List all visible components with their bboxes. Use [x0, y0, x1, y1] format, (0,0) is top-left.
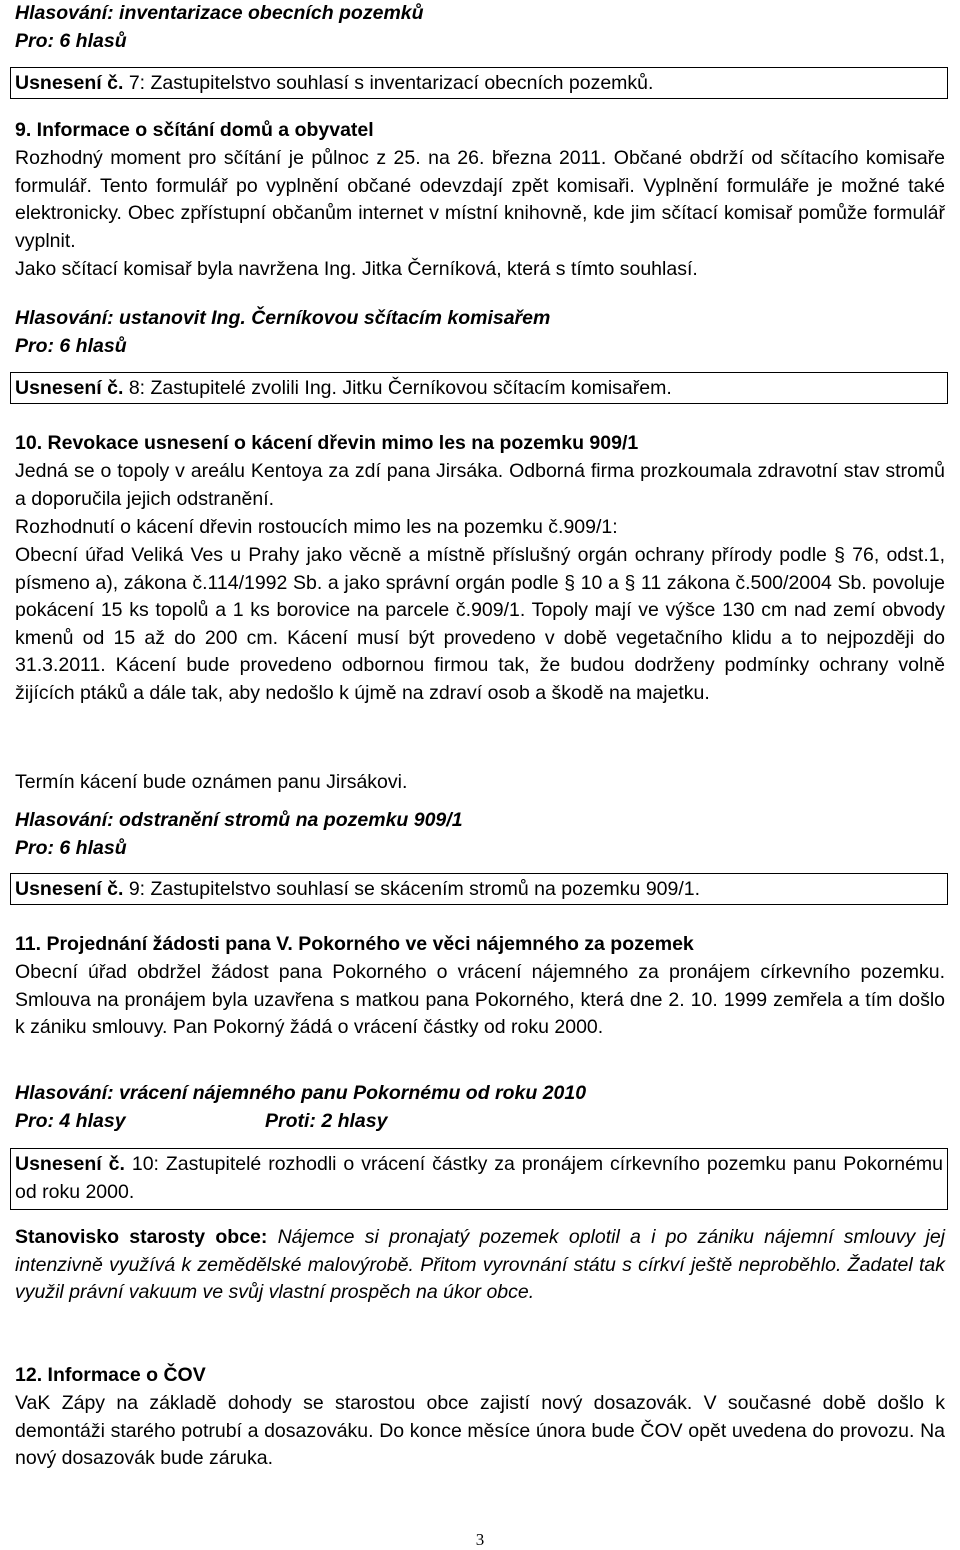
resolution-box-10	[10, 1148, 948, 1210]
resolution-box-9	[10, 873, 948, 905]
section-9-body: Rozhodný moment pro sčítání je půlnoc z 25. na 26. března 2011. Občané obdrží od sčítacího komisaře formulář. Tento formulář po vyplnění občané odevzdají zpět komisaři. Vyplnění formuláře je možné také elektronicky. Obec zpřístupní občanům internet v místní knihovně, kde jim sčítací komisař pomůže formulář vyplnit.	[15, 147, 945, 252]
vote-count-trees: Pro: 6 hlasů	[15, 837, 127, 859]
vote-count-census: Pro: 6 hlasů	[15, 335, 127, 357]
section-10-decision-title: Rozhodnutí o kácení dřevin rostoucích mimo les na pozemku č.909/1:	[15, 516, 618, 538]
resolution-label: Usnesení č.	[15, 72, 124, 94]
section-11-heading: 11. Projednání žádosti pana V. Pokorného ve věci nájemného za pozemek	[15, 933, 694, 955]
section-12-body: VaK Zápy na základě dohody se starostou obce zajistí nový dosazovák. V současné době došlo k demontáži starého potrubí a dosazováku. Do konce měsíce února bude ČOV opět uvedena do provozu. Na nový dosazovák bude záruka.	[15, 1392, 945, 1469]
section-11-body: Obecní úřad obdržel žádost pana Pokorného o vrácení nájemného za pronájem církevního pozemku. Smlouva na pronájem byla uzavřena s matkou pana Pokorného, která dne 2. 10. 1999 zemřela a tím došlo k zániku smlouvy. Pan Pokorný žádá o vrácení částky od roku 2000.	[15, 961, 945, 1038]
mayor-statement	[15, 1224, 945, 1307]
resolution-text: : Zastupitelé rozhodli o vrácení částky za pronájem církevního pozemku panu Pokornému od roku 2000.	[15, 1153, 944, 1203]
resolution-text: : Zastupitelstvo souhlasí s inventarizací obecních pozemků.	[139, 72, 654, 94]
votes-against: Proti: 2 hlasy	[265, 1110, 388, 1132]
section-9-heading: 9. Informace o sčítání domů a obyvatel	[15, 119, 374, 141]
resolution-text: : Zastupitelstvo souhlasí se skácením stromů na pozemku 909/1.	[139, 878, 701, 900]
resolution-number: 7	[128, 72, 140, 94]
resolution-number: 8	[128, 377, 140, 399]
resolution-number: 10	[131, 1153, 154, 1175]
votes-for: Pro: 4 hlasy	[15, 1110, 126, 1132]
resolution-text: : Zastupitelé zvolili Ing. Jitku Černíkovou sčítacím komisařem.	[139, 377, 672, 399]
section-9-nomination: Jako sčítací komisař byla navržena Ing. Jitka Černíková, která s tímto souhlasí.	[15, 258, 698, 280]
resolution-label: Usnesení č.	[15, 1153, 125, 1175]
vote-heading-census: Hlasování: ustanovit Ing. Černíkovou sčítacím komisařem	[15, 307, 551, 329]
resolution-box-7	[10, 67, 948, 99]
resolution-box-8	[10, 372, 948, 404]
resolution-label: Usnesení č.	[15, 878, 124, 900]
mayor-statement-label: Stanovisko starosty obce:	[15, 1226, 268, 1248]
vote-heading-inventory: Hlasování: inventarizace obecních pozemků	[15, 2, 424, 24]
vote-count-rent	[15, 1108, 945, 1136]
vote-heading-rent: Hlasování: vrácení nájemného panu Pokornému od roku 2010	[15, 1082, 587, 1104]
section-10-heading: 10. Revokace usnesení o kácení dřevin mimo les na pozemku 909/1	[15, 432, 639, 454]
section-10-decision-body: Obecní úřad Veliká Ves u Prahy jako věcně a místně příslušný orgán ochrany přírody podle § 76, odst.1, písmeno a), zákona č.114/1992 Sb. a jako správní orgán podle § 10 a § 11 zákona č.500/2004 Sb. povoluje pokácení 15 ks topolů a 1 ks borovice na parcele č.909/1. Topoly mají ve výšce 130 cm nad zemí obvody kmenů od 15 až do 200 cm. Kácení musí být provedeno v době vegetačního klidu a to nejpozději do 31.3.2011. Kácení bude provedeno odbornou firmou tak, že budou dodrženy podmínky ochrany volně žijících ptáků a dále tak, aby nedošlo k újmě na zdraví osob a škodě na majetku.	[15, 544, 945, 704]
page-number: 3	[475, 1530, 485, 1549]
section-10-notice: Termín kácení bude oznámen panu Jirsákovi.	[15, 771, 408, 793]
section-12-heading: 12. Informace o ČOV	[15, 1364, 206, 1386]
resolution-number: 9	[128, 878, 140, 900]
resolution-label: Usnesení č.	[15, 377, 124, 399]
mayor-statement-text: Nájemce si pronajatý pozemek oplotil a i po zániku nájemní smlouvy jej intenzivně využívá k zemědělské malovýrobě. Přitom vyrovnání státu s církví ještě neproběhlo. Žadatel tak využil právní vakuum ve svůj vlastní prospěch na úkor obce.	[15, 1226, 945, 1303]
section-10-body: Jedná se o topoly v areálu Kentoya za zdí pana Jirsáka. Odborná firma prozkoumala zdravotní stav stromů a doporučila jejich odstranění.	[15, 460, 945, 510]
vote-heading-trees: Hlasování: odstranění stromů na pozemku 909/1	[15, 809, 463, 831]
vote-count-inventory: Pro: 6 hlasů	[15, 30, 127, 52]
